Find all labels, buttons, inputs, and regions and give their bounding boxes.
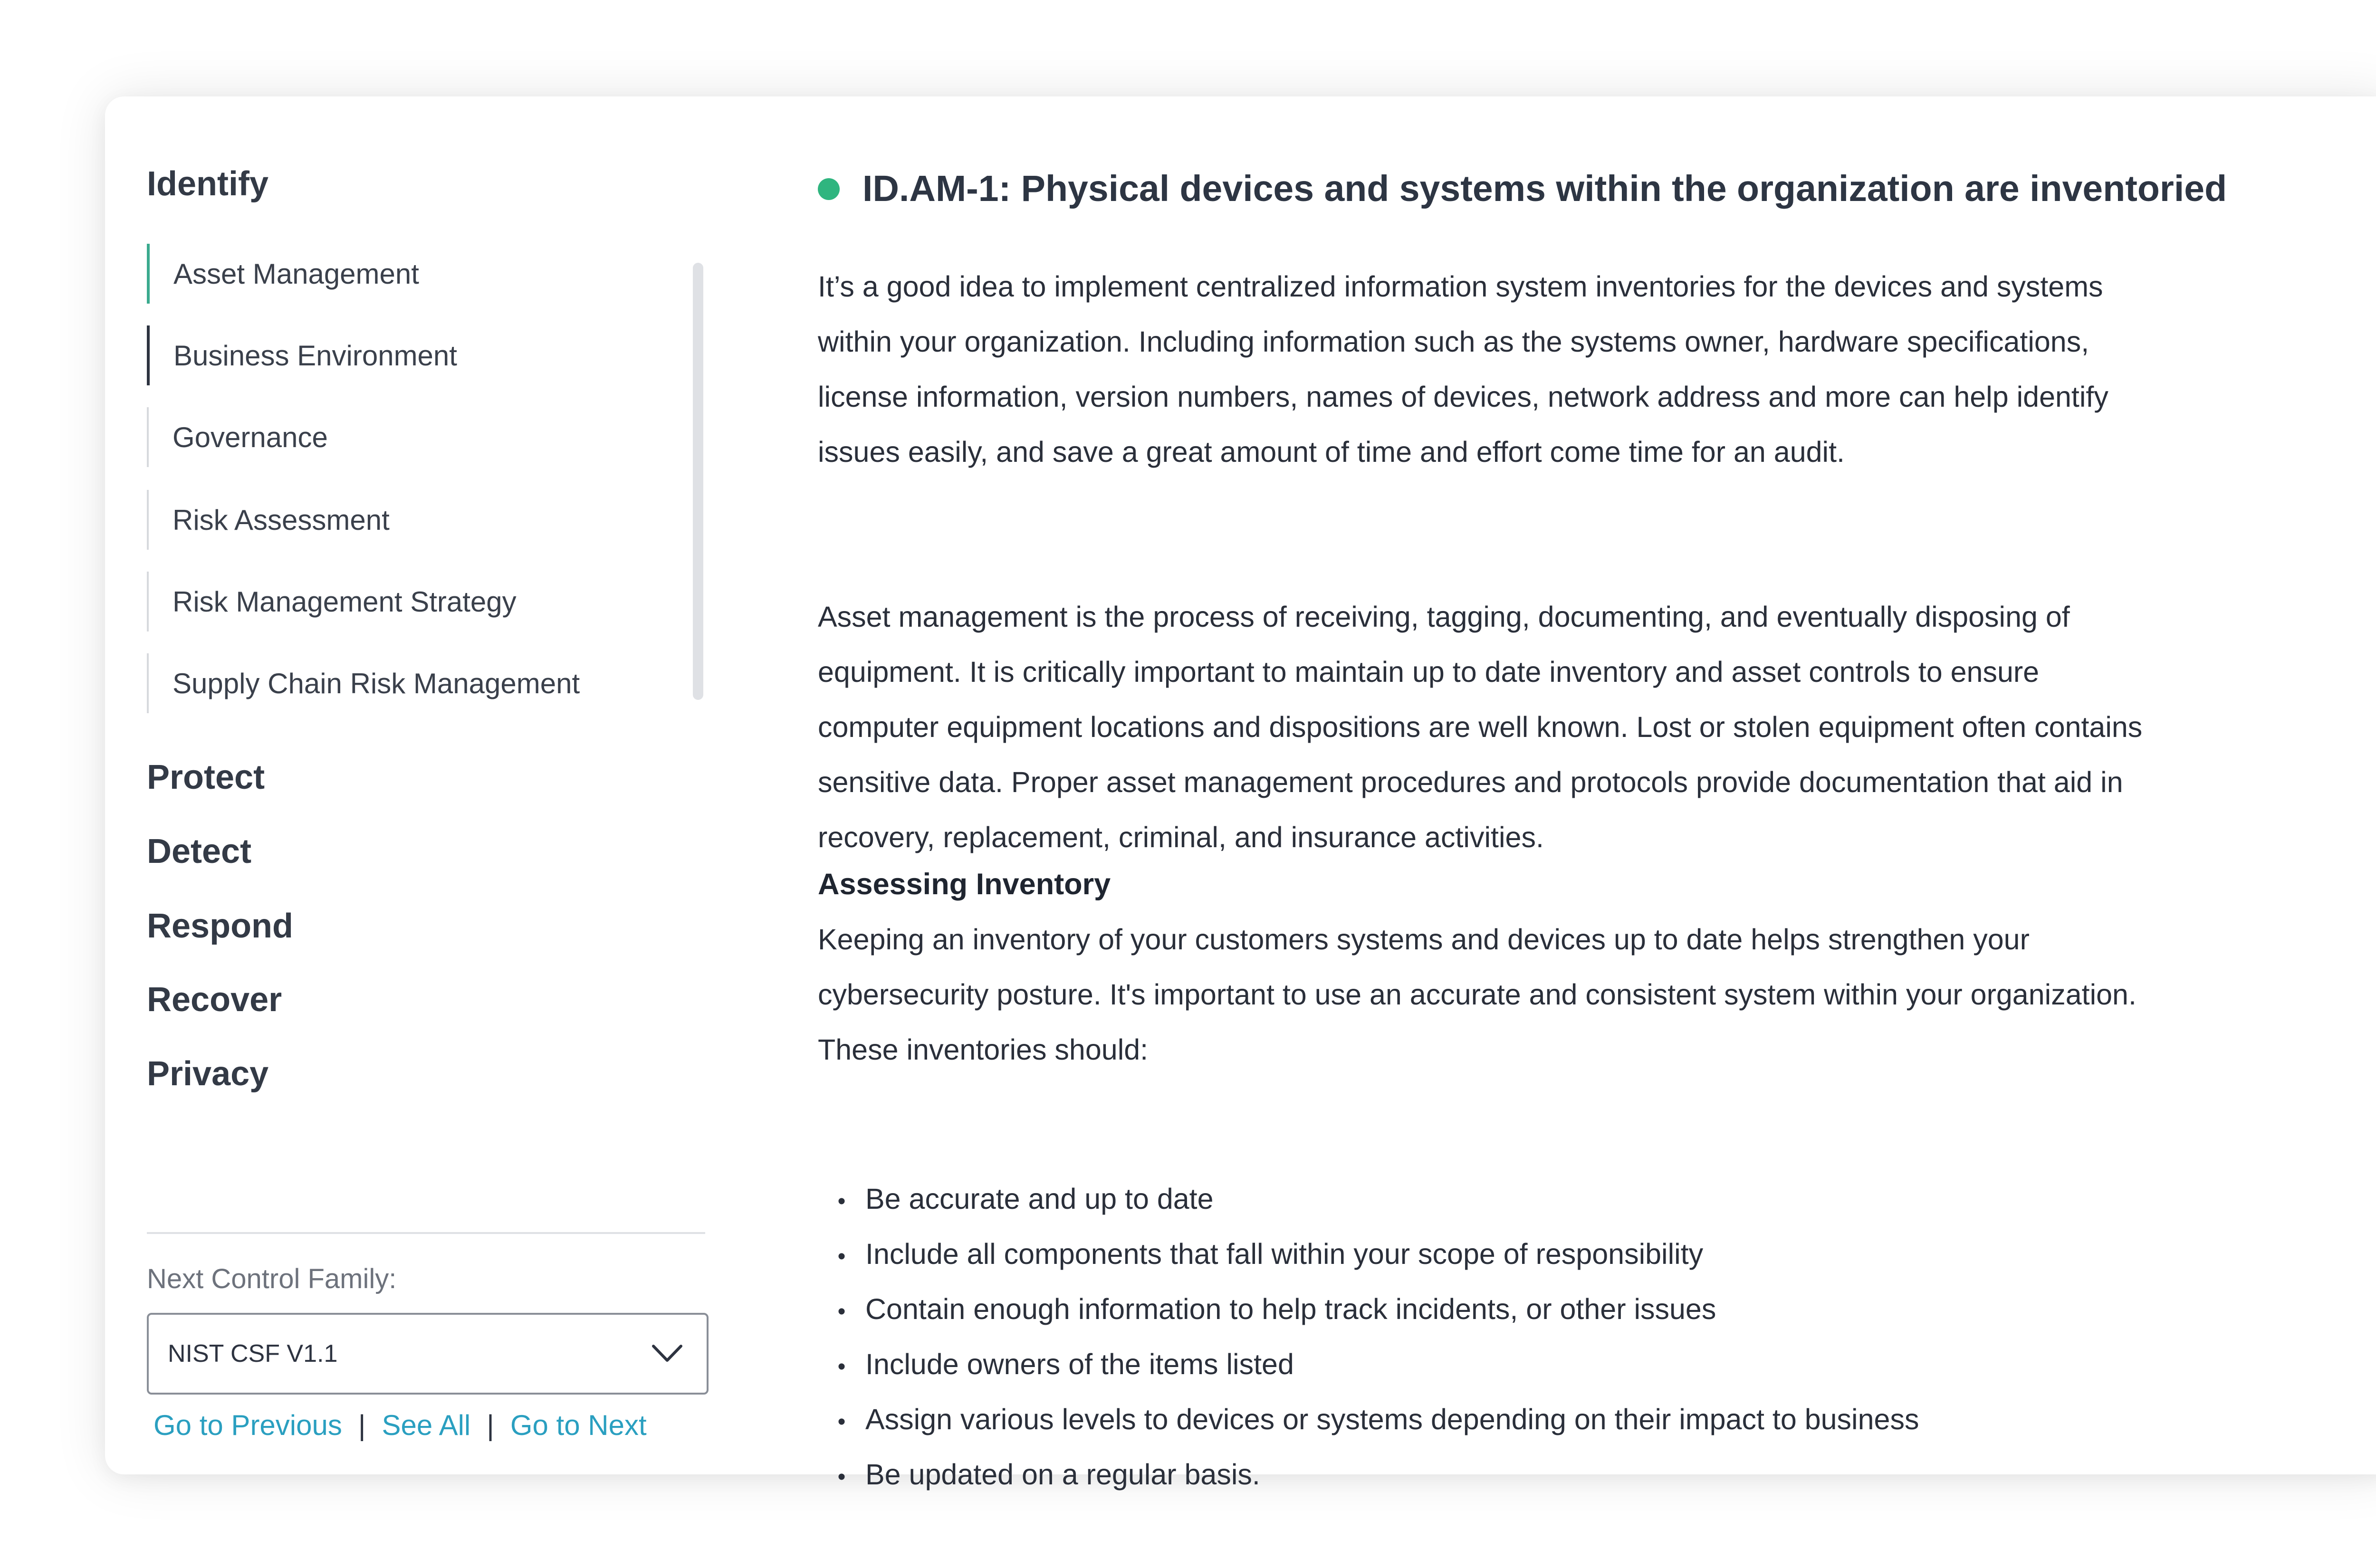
subnav-item-label: Business Environment [173,339,457,372]
go-to-next-link[interactable]: Go to Next [510,1409,647,1441]
identify-subnav [147,244,684,757]
subnav-item-risk-management-strategy[interactable] [147,572,641,631]
sidebar-divider [147,1232,705,1234]
control-title-row [818,168,2227,210]
paragraph-line: cybersecurity posture. It's important to use an accurate and consistent system within your organization. [818,978,2136,1011]
list-item: • Include all components that fall within your scope of responsibility [837,1238,1704,1270]
sidebar-nav [105,96,723,1474]
section-privacy[interactable]: Privacy [147,1055,269,1093]
paragraph-line: license information, version numbers, names of devices, network address and more can help identify [818,381,2108,413]
paragraph-line: Keeping an inventory of your customers systems and devices up to date helps strengthen your [818,923,2030,956]
see-all-link[interactable]: See All [382,1409,471,1441]
subnav-item-supply-chain-risk-management[interactable] [147,653,641,713]
go-to-previous-link[interactable]: Go to Previous [153,1409,342,1441]
status-dot-icon [818,178,840,200]
list-item: • Include owners of the items listed [837,1348,1294,1380]
section-protect[interactable]: Protect [147,758,265,796]
subnav-item-label: Risk Assessment [172,504,390,536]
assessing-inventory-heading: Assessing Inventory [818,868,1111,901]
intro-paragraph [818,259,2329,479]
subnav-item-asset-management[interactable] [147,244,641,304]
subnav-item-label: Risk Management Strategy [172,585,517,618]
control-detail [818,96,2329,1491]
control-nav-links [153,1409,647,1442]
paragraph-line: sensitive data. Proper asset management procedures and protocols provide documentation that aid in [818,766,2123,798]
list-item: • Contain enough information to help track incidents, or other issues [837,1293,1716,1325]
list-item: • Be updated on a regular basis. [837,1458,1260,1491]
subnav-item-label: Governance [172,421,328,453]
control-card [105,96,2376,1491]
chevron-down-icon [651,1341,684,1365]
paragraph-line: issues easily, and save a great amount of time and effort come time for an audit. [818,436,1845,468]
subnav-item-governance[interactable] [147,407,641,467]
link-separator: | [358,1409,366,1441]
control-title: ID.AM-1: Physical devices and systems within the organization are inventoried [862,168,2227,209]
list-item: • Be accurate and up to date [837,1183,1214,1215]
link-separator: | [487,1409,494,1441]
asset-management-paragraph [818,589,2329,865]
paragraph-line: equipment. It is critically important to maintain up to date inventory and asset controls to ensure [818,656,2040,688]
subnav-scrollbar[interactable] [693,263,703,700]
section-identify[interactable]: Identify [147,165,269,203]
section-detect[interactable]: Detect [147,832,252,870]
paragraph-line: recovery, replacement, criminal, and insurance activities. [818,821,1544,853]
paragraph-line: It’s a good idea to implement centralized information system inventories for the devices and systems [818,270,2103,303]
next-control-family-label: Next Control Family: [147,1263,397,1294]
paragraph-line: These inventories should: [818,1033,1149,1066]
subnav-item-label: Asset Management [173,258,419,290]
subnav-item-risk-assessment[interactable] [147,490,641,550]
subnav-item-business-environment[interactable] [147,325,641,385]
section-respond[interactable]: Respond [147,907,294,945]
paragraph-line: Asset management is the process of receiving, tagging, documenting, and eventually disposing of [818,601,2070,633]
control-family-select-value: NIST CSF V1.1 [168,1340,338,1367]
section-recover[interactable]: Recover [147,981,282,1019]
list-item: • Assign various levels to devices or systems depending on their impact to business [837,1403,1919,1435]
inventory-paragraph [818,912,2329,1077]
control-family-select[interactable] [147,1313,709,1395]
paragraph-line: computer equipment locations and dispositions are well known. Lost or stolen equipment often contains [818,711,2143,743]
paragraph-line: within your organization. Including information such as the systems owner, hardware specifications, [818,325,2089,358]
subnav-item-label: Supply Chain Risk Management [172,667,580,699]
